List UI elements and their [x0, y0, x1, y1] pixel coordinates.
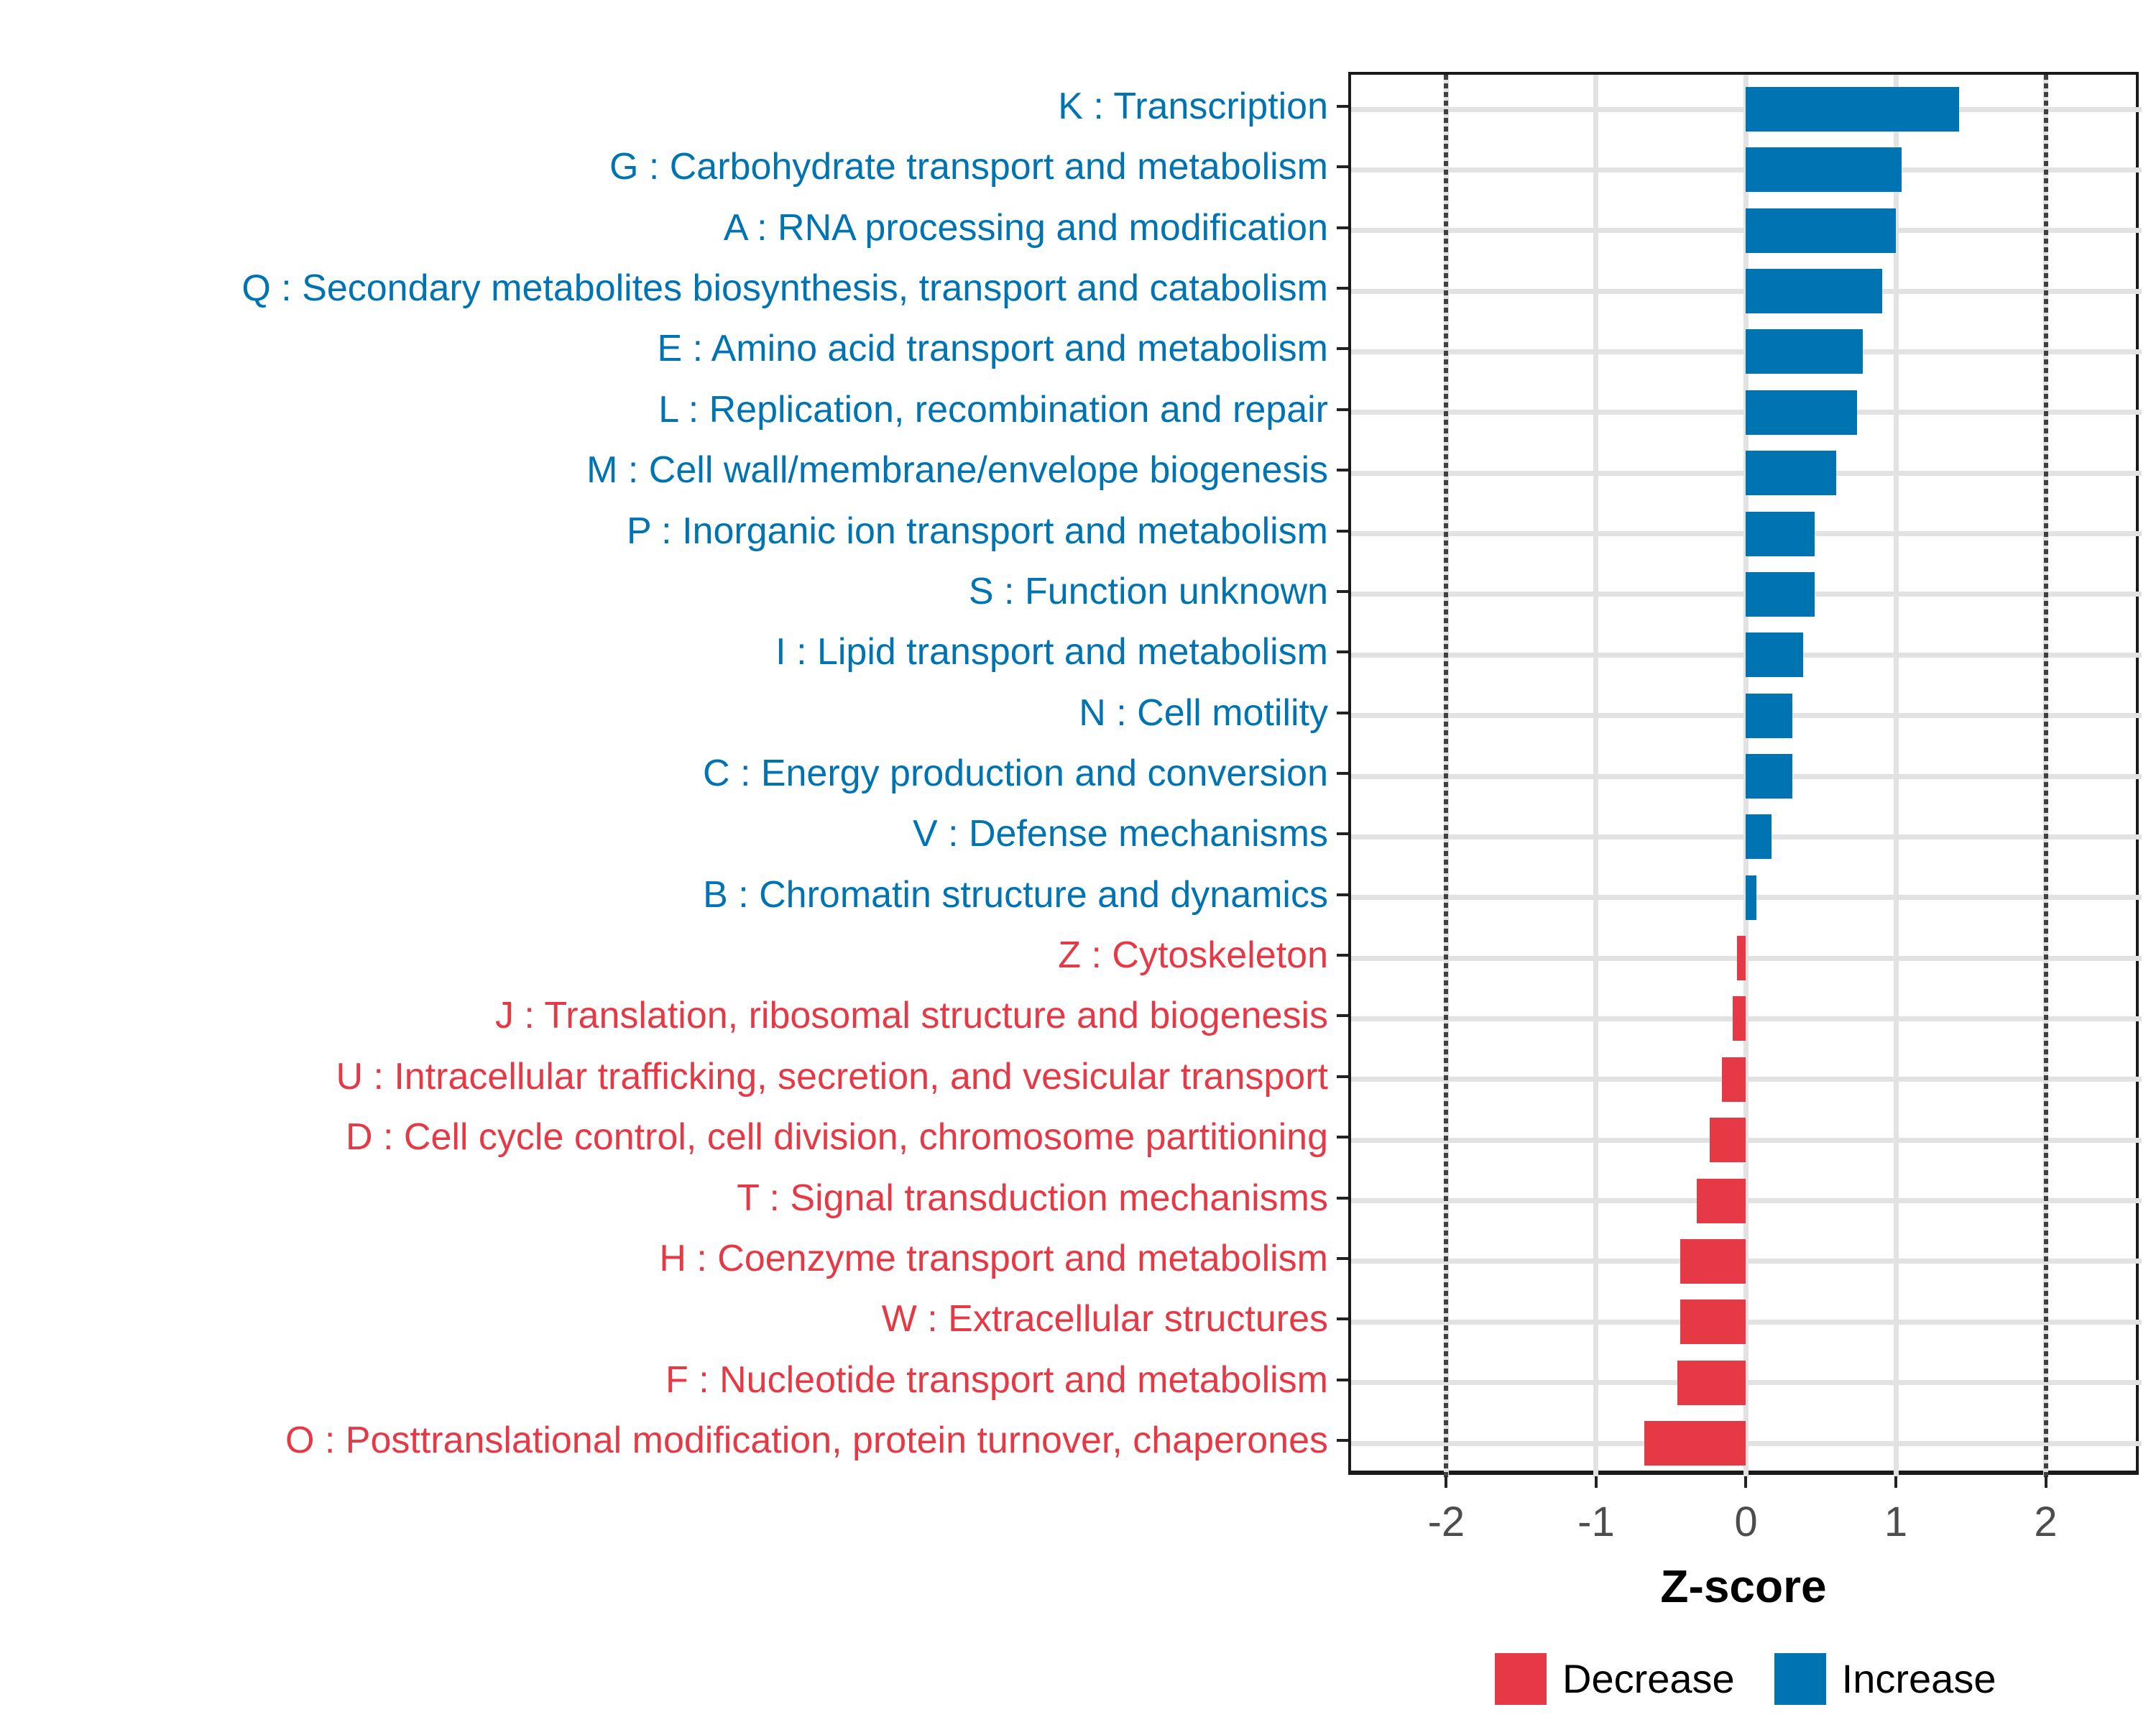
category-label: Q : Secondary metabolites biosynthesis, transport and catabolism: [241, 267, 1328, 310]
y-tick: [1337, 650, 1348, 653]
plot-panel: [1348, 72, 2139, 1475]
y-tick: [1337, 1439, 1348, 1442]
bar-G: [1746, 147, 1902, 192]
legend-label-increase: Increase: [1841, 1656, 1996, 1701]
bar-V: [1746, 814, 1771, 859]
category-label: O : Posttranslational modification, protein turnover, chaperones: [285, 1420, 1328, 1461]
bar-E: [1746, 329, 1863, 374]
decrease-swatch-icon: [1495, 1653, 1547, 1705]
bar-J: [1733, 996, 1746, 1041]
bar-U: [1722, 1057, 1746, 1102]
legend: [1495, 1653, 2035, 1705]
bar-M: [1746, 451, 1835, 495]
bar-W: [1680, 1300, 1746, 1344]
category-label: K : Transcription: [1058, 86, 1328, 127]
x-tick: [1744, 1476, 1747, 1488]
category-label: L : Replication, recombination and repair: [658, 388, 1328, 431]
y-gridline: [1351, 1441, 2142, 1446]
category-label: A : RNA processing and modification: [723, 206, 1328, 249]
category-label: B : Chromatin structure and dynamics: [703, 873, 1328, 916]
y-gridline: [1351, 1380, 2142, 1385]
y-gridline: [1351, 956, 2142, 961]
x-tick: [1445, 1476, 1447, 1488]
category-label: D : Cell cycle control, cell division, chromosome partitioning: [346, 1116, 1328, 1159]
y-tick: [1337, 530, 1348, 533]
category-label: P : Inorganic ion transport and metabolism: [626, 510, 1328, 552]
y-tick: [1337, 1136, 1348, 1138]
y-tick: [1337, 893, 1348, 896]
y-tick: [1337, 165, 1348, 168]
x-tick: [1894, 1476, 1897, 1488]
y-tick: [1337, 287, 1348, 290]
y-tick: [1337, 347, 1348, 350]
category-label: E : Amino acid transport and metabolism: [657, 328, 1328, 370]
legend-item-decrease: [1495, 1653, 1735, 1705]
category-label: C : Energy production and conversion: [702, 753, 1328, 794]
x-tick-label: -2: [1427, 1499, 1465, 1545]
y-gridline: [1351, 1016, 2142, 1021]
y-tick: [1337, 1197, 1348, 1200]
y-tick: [1337, 1317, 1348, 1320]
category-label: N : Cell motility: [1079, 691, 1328, 734]
bar-A: [1746, 208, 1896, 253]
x-tick-label: 0: [1734, 1499, 1758, 1545]
reference-line-2: [2044, 75, 2048, 1478]
bar-S: [1746, 572, 1815, 617]
x-axis-title: Z-score: [1660, 1560, 1827, 1612]
y-tick: [1337, 772, 1348, 775]
y-tick: [1337, 1075, 1348, 1078]
x-tick-label: -1: [1577, 1499, 1615, 1545]
x-tick: [2045, 1476, 2047, 1488]
category-label: T : Signal transduction mechanisms: [737, 1177, 1328, 1219]
category-label: H : Coenzyme transport and metabolism: [659, 1237, 1328, 1279]
category-label: Z : Cytoskeleton: [1058, 934, 1328, 977]
category-label: U : Intracellular trafficking, secretion, and vesicular transport: [336, 1055, 1328, 1098]
y-tick: [1337, 408, 1348, 411]
bar-K: [1746, 87, 1958, 132]
bar-D: [1710, 1118, 1746, 1162]
bar-Q: [1746, 269, 1882, 313]
category-label: V : Defense mechanisms: [912, 813, 1328, 855]
bar-P: [1746, 512, 1815, 556]
y-tick: [1337, 469, 1348, 472]
y-tick: [1337, 832, 1348, 835]
bar-T: [1697, 1179, 1746, 1223]
bar-H: [1680, 1239, 1746, 1284]
x-tick: [1595, 1476, 1598, 1488]
y-tick: [1337, 1014, 1348, 1017]
category-label: W : Extracellular structures: [881, 1298, 1328, 1340]
bar-C: [1746, 754, 1792, 799]
reference-line--2: [1444, 75, 1448, 1478]
category-label: G : Carbohydrate transport and metabolism: [609, 146, 1328, 188]
category-label: F : Nucleotide transport and metabolism: [665, 1358, 1328, 1401]
bar-O: [1644, 1421, 1746, 1466]
y-gridline: [1351, 1320, 2142, 1325]
category-label: S : Function unknown: [968, 570, 1328, 612]
y-tick: [1337, 1257, 1348, 1260]
category-label: M : Cell wall/membrane/envelope biogenesis: [586, 449, 1328, 492]
y-gridline: [1351, 1077, 2142, 1082]
y-tick: [1337, 712, 1348, 714]
category-label: J : Translation, ribosomal structure and biogenesis: [494, 995, 1328, 1037]
bar-N: [1746, 694, 1792, 738]
category-label: I : Lipid transport and metabolism: [775, 631, 1328, 673]
y-gridline: [1351, 1259, 2142, 1264]
y-tick: [1337, 226, 1348, 229]
bar-I: [1746, 632, 1802, 677]
y-tick: [1337, 954, 1348, 957]
legend-label-decrease: Decrease: [1562, 1656, 1735, 1701]
y-tick: [1337, 105, 1348, 108]
bar-L: [1746, 390, 1856, 435]
bar-F: [1677, 1361, 1746, 1405]
bar-Z: [1737, 936, 1746, 980]
y-gridline: [1351, 1198, 2142, 1203]
x-tick-label: 1: [1884, 1499, 1908, 1545]
legend-item-increase: [1774, 1653, 1996, 1705]
y-tick: [1337, 1379, 1348, 1381]
increase-swatch-icon: [1774, 1653, 1826, 1705]
bar-B: [1746, 875, 1756, 920]
y-gridline: [1351, 1138, 2142, 1143]
x-tick-label: 2: [2034, 1499, 2058, 1545]
y-tick: [1337, 590, 1348, 593]
